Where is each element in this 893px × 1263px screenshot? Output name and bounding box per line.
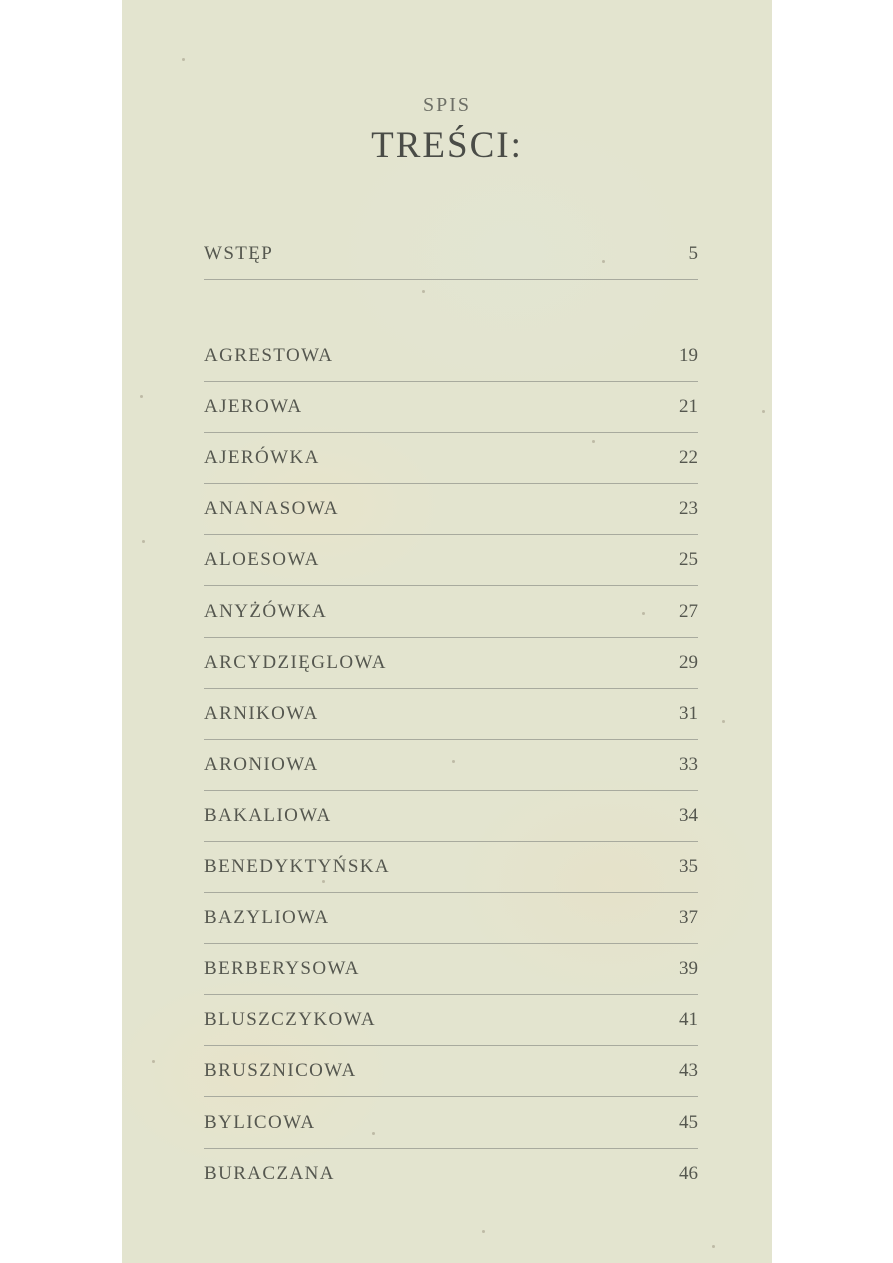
paper-speck [152, 1060, 155, 1063]
paper-speck [142, 540, 145, 543]
toc-row-page: 29 [679, 651, 698, 673]
toc-row-intro-label: WSTĘP [204, 243, 274, 264]
toc-row-page: 37 [679, 907, 698, 929]
toc-row [204, 688, 698, 740]
toc-row-page: 27 [679, 600, 698, 622]
toc-row [204, 1097, 698, 1149]
paper-speck [592, 440, 595, 443]
toc-row [204, 943, 698, 995]
toc-row-page: 33 [679, 753, 698, 775]
toc-row [204, 892, 698, 944]
toc-row [204, 1045, 698, 1097]
paper-speck [182, 58, 185, 61]
toc-row-label: ARCYDZIĘGLOWA [204, 651, 387, 673]
toc-row [204, 432, 698, 484]
book-page [122, 0, 772, 1263]
toc-row-page: 23 [679, 498, 698, 520]
paper-speck [140, 395, 143, 398]
toc-row-label: AJERÓWKA [204, 447, 320, 469]
toc-row [204, 1148, 698, 1199]
toc-row-page: 22 [679, 447, 698, 469]
toc-row-label: ARONIOWA [204, 753, 319, 775]
toc-row-page: 43 [679, 1060, 698, 1082]
toc-row-label: BENEDYKTYŃSKA [204, 856, 391, 877]
toc-row-page: 41 [679, 1009, 698, 1031]
toc-row-page: 25 [679, 549, 698, 571]
toc-row-label: ANYŻÓWKA [204, 600, 328, 622]
toc-row [204, 534, 698, 586]
toc-row-label: BAZYLIOWA [204, 907, 330, 929]
heading-line-2: TREŚCI: [371, 125, 523, 166]
paper-speck [482, 1230, 485, 1233]
toc-row-label: BURACZANA [204, 1162, 335, 1184]
toc-row-label: BRUSZNICOWA [204, 1060, 357, 1082]
paper-speck [722, 720, 725, 723]
toc-row-page: 19 [679, 345, 698, 366]
paper-speck [762, 410, 765, 413]
toc-row [204, 637, 698, 689]
toc-row-page: 35 [679, 856, 698, 877]
toc-row-page: 21 [679, 396, 698, 418]
toc-row-page: 34 [679, 804, 698, 826]
heading-line-1: SPIS [422, 94, 472, 116]
toc-row-label: BLUSZCZYKOWA [204, 1009, 376, 1031]
toc-row-label: ARNIKOWA [204, 702, 319, 724]
toc-row-label: BAKALIOWA [204, 804, 332, 826]
paper-speck [602, 260, 605, 263]
toc-row [204, 330, 698, 382]
toc-row-page: 31 [679, 702, 698, 724]
toc-row-page: 45 [679, 1111, 698, 1133]
paper-speck [422, 290, 425, 293]
toc-row-intro-page: 5 [688, 243, 698, 264]
toc-row [204, 381, 698, 433]
paper-speck [642, 612, 645, 615]
paper-speck [452, 760, 455, 763]
toc-row-label: ALOESOWA [204, 549, 320, 571]
toc-row [204, 994, 698, 1046]
toc-row [204, 841, 698, 893]
toc-row [204, 586, 698, 638]
toc-row-page: 46 [679, 1162, 698, 1184]
toc-row-label: AGRESTOWA [204, 345, 334, 366]
toc-row [204, 483, 698, 535]
paper-speck [322, 880, 325, 883]
toc-row [204, 790, 698, 842]
toc-row-label: ANANASOWA [204, 498, 340, 520]
paper-speck [372, 1132, 375, 1135]
toc-row-label: BERBERYSOWA [204, 958, 360, 980]
toc-row-label: BYLICOWA [204, 1111, 316, 1133]
paper-speck [712, 1245, 715, 1248]
toc-row [204, 739, 698, 791]
toc-row-page: 39 [679, 958, 698, 980]
toc-row-intro [204, 228, 698, 280]
toc-row-label: AJEROWA [204, 396, 303, 418]
